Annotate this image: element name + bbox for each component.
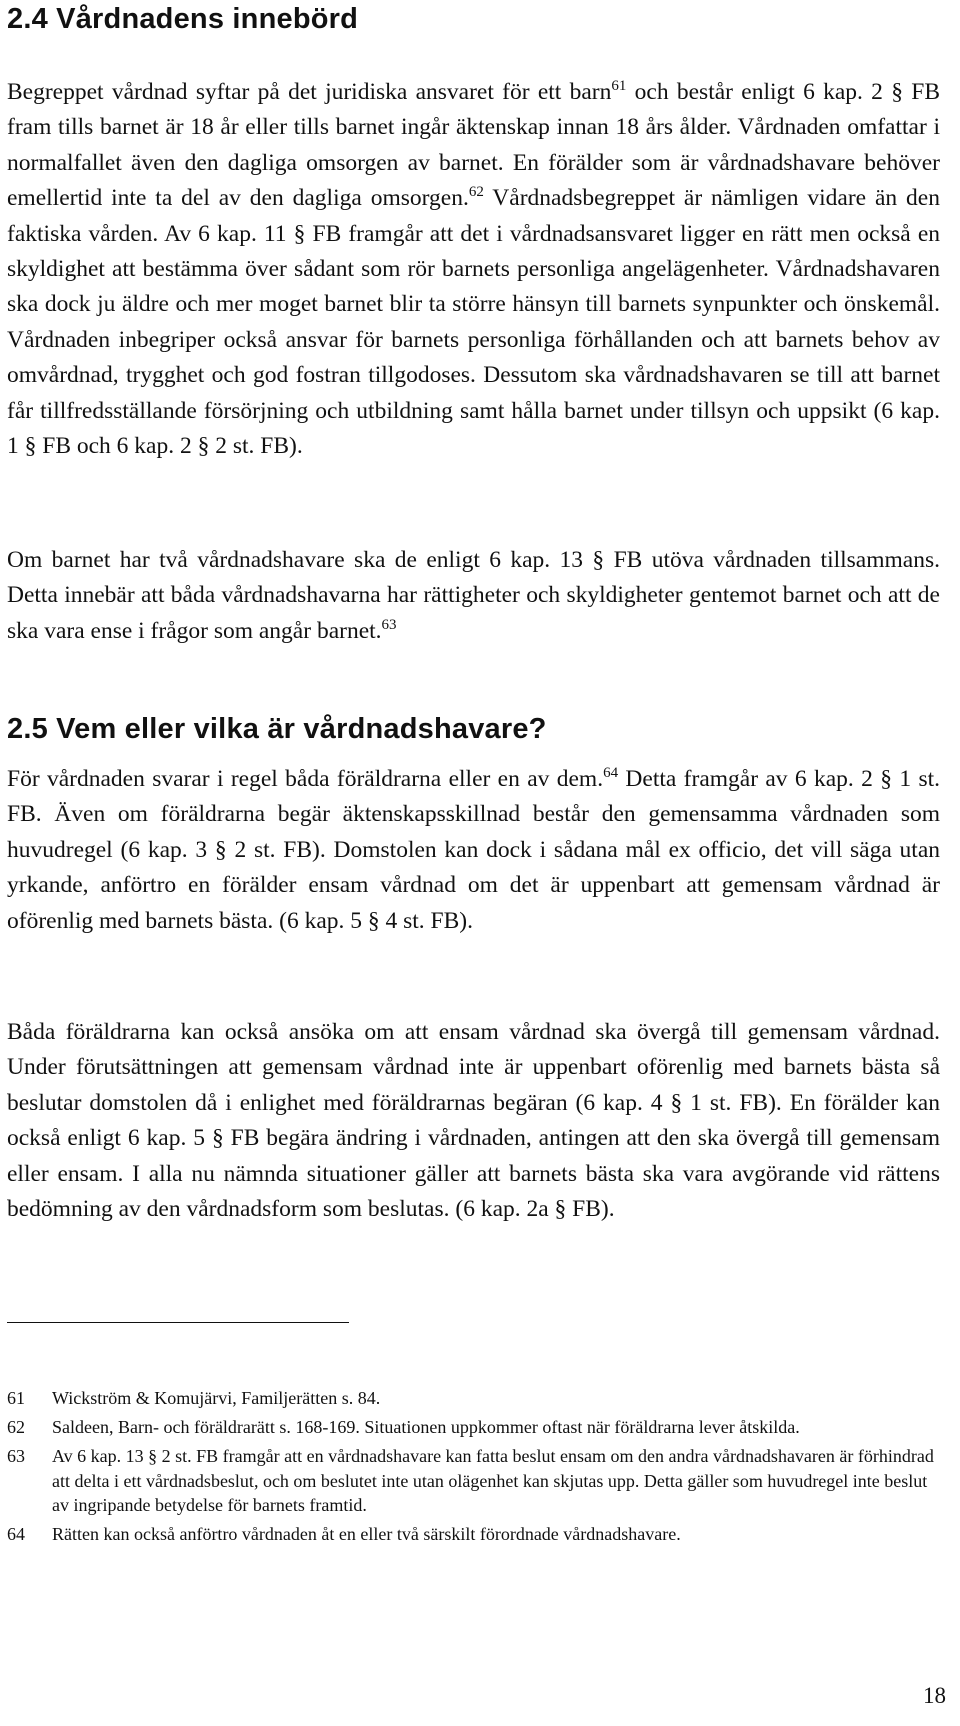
footnote-number: 62 [7,1417,25,1438]
footnote [7,1522,940,1547]
footnote [7,1444,940,1518]
footnote-ref[interactable]: 61 [611,78,627,94]
footnote-number: 61 [7,1388,25,1408]
footnote-ref[interactable]: 62 [468,184,484,201]
footnote-text: Saldeen, Barn- och föräldrarätt s. 168-169. Situationen uppkommer oftast när föräldrarna lever åtskilda. [52,1417,800,1438]
paragraph-text: Vårdnadsbegreppet är nämligen vidare än den faktiska vården. Av 6 kap. 11 § FB framgår att det i vårdnadsansvaret ligger en rätt men också en skyldighet att bestämma över sådant som rör barnets personliga angelägenheter. Vårdnadshavaren ska dock ju äldre och mer moget barnet blir ta större hänsyn till barnets synpunkter och önskemål. Vårdnaden inbegriper också ansvar för barnets personliga förhållanden och att barnets behov av omvårdnad, trygghet och god fostran tillgodoses. Dessutom ska vårdnadshavaren se till att barnet får tillfredsställande försörjning och utbildning samt hålla barnet under tillsyn och uppsikt (6 kap. 1 § FB och 6 kap. 2 § 2 st. FB). [7,185,940,460]
section-heading-2-4: 2.4 Vårdnadens innebörd [7,3,359,35]
footnote-ref[interactable]: 63 [381,616,397,633]
paragraph-text: Om barnet har två vårdnadshavare ska de enligt 6 kap. 13 § FB utöva vårdnaden tillsammans. Detta innebär att båda vårdnadshavarna har rättigheter och skyldigheter gentemot barnet och att de ska vara ense i frågor som angår barnet. [7,547,940,644]
footnote [7,1415,940,1440]
page-number: 18 [923,1683,946,1708]
paragraph-text: För vårdnaden svarar i regel båda föräldrarna eller en av dem. [7,766,604,792]
paragraph-text: och består enligt 6 kap. 2 § FB fram tills barnet är 18 år eller tills barnet ingår äktenskap innan 18 års ålder. Vårdnaden omfattar i normalfallet även den dagliga omsorgen av barnet. En förälder som är vårdnadshavare behöver emellertid inte ta del av den dagliga omsorgen. [7,79,940,212]
footnote-text: Wickström & Komujärvi, Familjerätten s. 84. [52,1388,381,1408]
footnote-text: Av 6 kap. 13 § 2 st. FB framgår att en vårdnadshavare kan fatta beslut ensam om den andra vårdnadshavaren är förhindrad att delta i ett vårdnadsbeslut, och om beslutet inte utan olägenhet kan skjutas upp. Detta gäller som huvudregel inte beslut av ingripande betydelse för barnets framtid. [52,1446,934,1516]
paragraph [7,75,940,464]
footnote-number: 63 [7,1446,25,1467]
footnote-ref[interactable]: 64 [603,765,619,781]
paragraph-text: Begreppet vårdnad syftar på det juridiska ansvaret för ett barn [7,79,612,105]
footnote [7,1386,940,1411]
paragraph-text: Detta framgår av 6 kap. 2 § 1 st. FB. Även om föräldrarna begär äktenskapsskillnad består den gemensamma vårdnaden som huvudregel (6 kap. 3 § 2 st. FB). Domstolen kan dock i sådana mål ex officio, det vill säga utan yrkande, anförtro en förälder ensam vårdnad om det är uppenbart att gemensam vårdnad är oförenlig med barnets bästa. (6 kap. 5 § 4 st. FB). [7,766,941,934]
footnote-text: Rätten kan också anförtro vårdnaden åt en eller två särskilt förordnade vårdnadshavare. [52,1524,681,1545]
footnote-number: 64 [7,1524,25,1545]
paragraph: Båda föräldrarna kan också ansöka om att ensam vårdnad ska övergå till gemensam vårdnad. Under förutsättningen att gemensam vårdnad inte är uppenbart oförenlig med barnets bästa så beslutar domstolen då i enlighet med föräldrarnas begäran (6 kap. 4 § 1 st. FB). En förälder kan också enligt 6 kap. 5 § FB begära ändring i vårdnaden, antingen att den ska övergå till gemensam eller ensam. I alla nu nämnda situationer gäller att barnets bästa ska vara avgörande vid rättens bedömning av den vårdnadsform som beslutas. (6 kap. 2a § FB). [7,1019,940,1223]
footnotes [7,1386,940,1552]
paragraph [7,762,940,939]
paragraph [7,543,940,649]
section-heading-2-5: 2.5 Vem eller vilka är vårdnadshavare? [7,713,547,745]
footnote-divider [7,1322,349,1323]
